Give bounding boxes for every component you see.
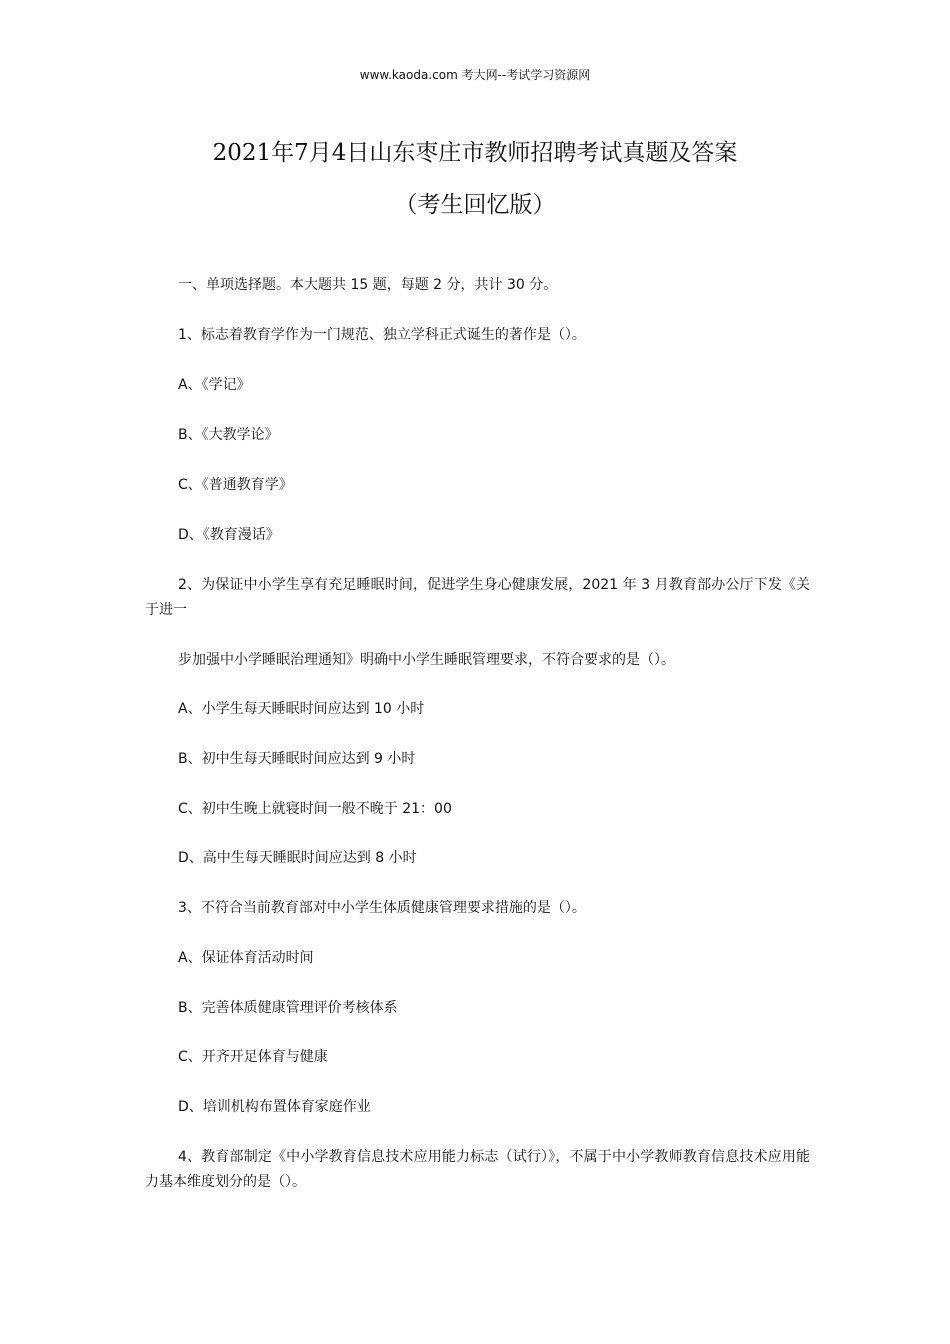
- question-3-option-d: D、培训机构布置体育家庭作业: [178, 1099, 371, 1115]
- question-1-option-c: C、《普通教育学》: [178, 477, 293, 493]
- document-subtitle: （考生回忆版）: [394, 192, 556, 218]
- question-1-option-d: D、《教育漫话》: [178, 527, 280, 543]
- question-2-option-d: D、高中生每天睡眠时间应达到 8 小时: [178, 850, 417, 866]
- document-title: 2021年7月4日山东枣庄市教师招聘考试真题及答案: [212, 140, 738, 166]
- question-4-stem: 4、教育部制定《中小学教育信息技术应用能力标志（试行）》，不属于中小学教师教育信息技术应用能力基本维度划分的是（）。: [145, 1149, 810, 1190]
- question-2-option-c: C、初中生晚上就寝时间一般不晚于 21：00: [178, 801, 452, 817]
- question-2-stem-part2: 步加强中小学睡眠治理通知》明确中小学生睡眠管理要求，不符合要求的是（）。: [178, 652, 675, 668]
- question-1-option-b: B、《大教学论》: [178, 427, 279, 443]
- question-2-stem-part1: 2、为保证中小学生享有充足睡眠时间，促进学生身心健康发展，2021 年 3 月教育部办公厅下发《关于进一: [145, 577, 810, 618]
- question-3-option-b: B、完善体质健康管理评价考核体系: [178, 1000, 398, 1016]
- question-2-option-a: A、小学生每天睡眠时间应达到 10 小时: [178, 701, 425, 717]
- question-2-option-b: B、初中生每天睡眠时间应达到 9 小时: [178, 751, 416, 767]
- page-header: www.kaoda.com 考大网--考试学习资源网: [359, 68, 591, 82]
- question-1-stem: 1、标志着教育学作为一门规范、独立学科正式诞生的著作是（）。: [178, 327, 586, 343]
- question-1-option-a: A、《学记》: [178, 377, 251, 393]
- section-intro: 一、单项选择题。本大题共 15 题，每题 2 分，共计 30 分。: [178, 277, 558, 293]
- question-3-option-a: A、保证体育活动时间: [178, 950, 314, 966]
- question-3-stem: 3、不符合当前教育部对中小学生体质健康管理要求措施的是（）。: [178, 900, 586, 916]
- question-3-option-c: C、开齐开足体育与健康: [178, 1049, 328, 1065]
